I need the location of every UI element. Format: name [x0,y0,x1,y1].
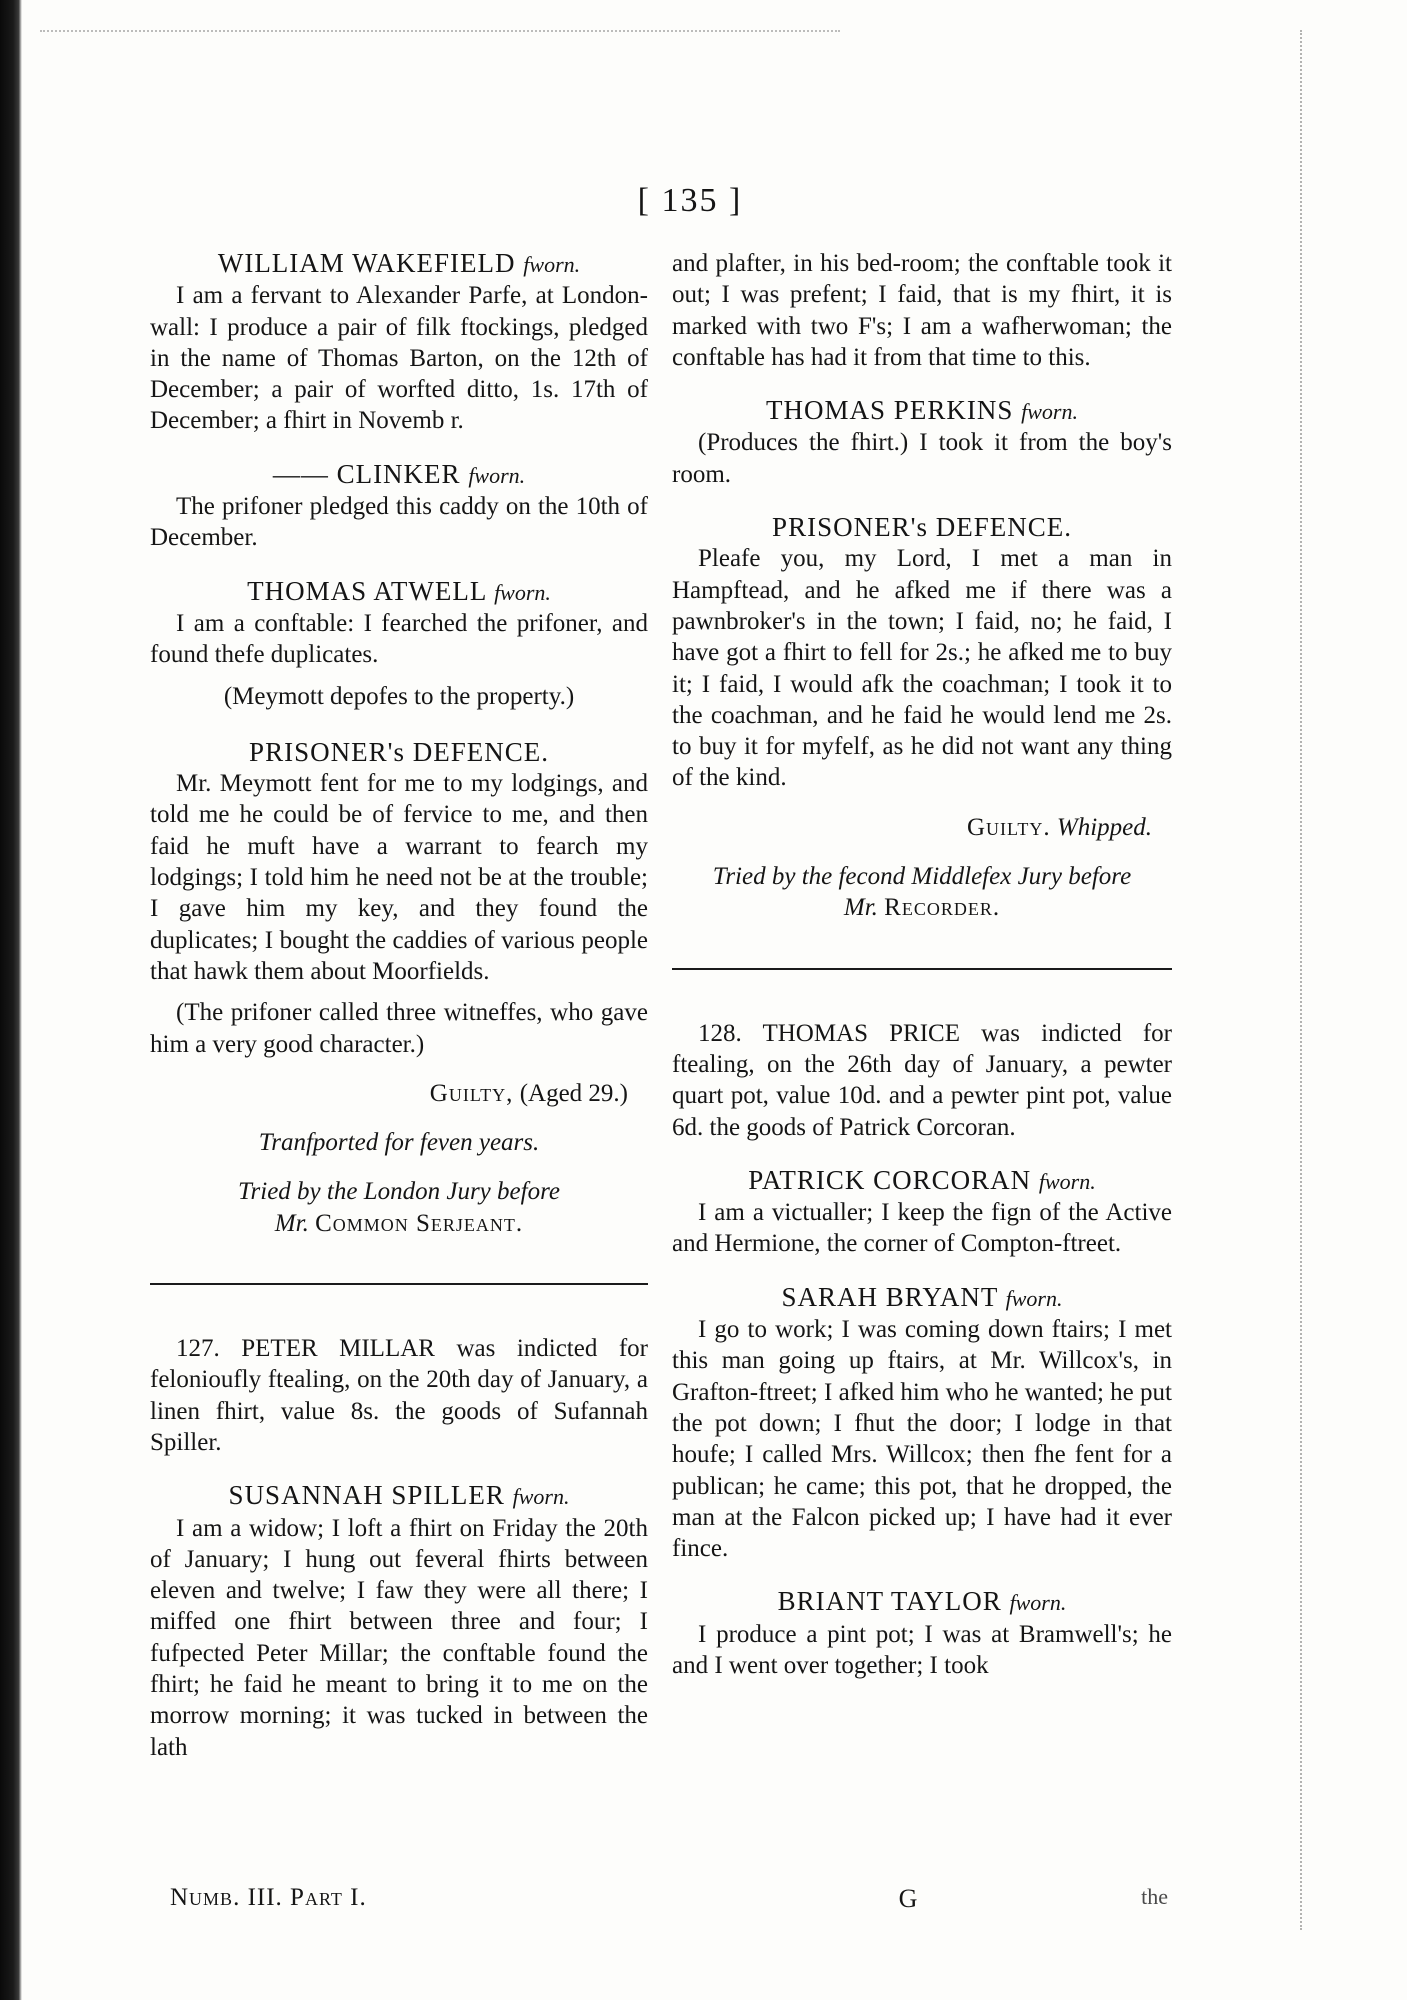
testimony-paragraph: I am a conftable: I fearched the prifoner, and found thefe duplicates. [150,609,648,669]
catchword: the [1141,1884,1168,1909]
witness-name: —— CLINKER [272,458,461,489]
sworn-label: fworn. [523,252,581,277]
testimony-paragraph: I am a fervant to Alexander Parfe, at London-wall: I produce a pair of filk ftockings, pledged in the name of Thomas Barton, on the 12th of December; a pair of worfted ditto, 1s. 17th of December; a fhirt in Novemb r. [150,282,648,435]
verdict-line [150,1078,648,1109]
defence-heading: PRISONER's DEFENCE. [249,736,549,767]
witness-name: SUSANNAH SPILLER [228,1480,505,1511]
sentence: Tranfported for feven years. [258,1129,540,1157]
footer-numb-part: Numb. III. Part I. [170,1884,367,1911]
verdict-line [672,812,1172,843]
section-rule [150,1283,648,1285]
sworn-label: fworn. [1021,399,1078,425]
testimony-paragraph: The prifoner pledged this caddy on the 10th of December. [150,493,648,552]
witness-heading [150,459,648,491]
section-rule [672,968,1172,970]
witness-name: WILLIAM WAKEFIELD [217,248,516,278]
signature-mark: G [898,1884,918,1913]
sworn-label: fworn. [1038,1168,1096,1194]
judge-title: Mr. [843,894,878,922]
witness-heading [150,248,648,280]
right-column [672,248,1172,1681]
witness-name: BRIANT TAYLOR [777,1586,1002,1617]
defence-paragraph: Pleafe you, my Lord, I met a man in Hampftead, and he afked me if there was a pawnbroker's in the town; I faid, no; he faid, I have got a fhirt to fell for 2s.; he afked me to buy it; I faid, I would afk the coachman; I took it to the coachman, and he faid he would lend me 2s. to buy it for myfelf, as he did not want any thing of the kind. [672,545,1172,792]
witness-heading [672,395,1172,427]
book-binding-edge [0,0,22,2000]
scan-right-edge-noise [1300,30,1342,1930]
witness-name: THOMAS ATWELL [247,575,487,606]
witness-heading [150,576,648,608]
witness-name: PATRICK CORCORAN [748,1164,1032,1195]
indictment-paragraph: 128. THOMAS PRICE was indicted for ftealing, on the 26th day of January, a pewter quart pot, value 10d. and a pewter pint pot, value 6d. the goods of Patrick Corcoran. [672,1019,1172,1141]
sworn-label: fworn. [512,1484,570,1510]
indictment-paragraph: 127. PETER MILLAR was indicted for felonioufly ftealing, on the 20th day of January, a linen fhirt, value 8s. the goods of Sufannah Spiller. [150,1335,648,1456]
witness-note: (The prifoner called three witneffes, who gave him a very good character.) [150,999,648,1058]
witness-heading [672,1282,1172,1314]
judge-name: Recorder. [884,894,1001,922]
deposition-note: (Meymott depofes to the property.) [223,682,575,710]
witness-heading [672,1586,1172,1618]
jury-text: Tried by the fecond Middlefex Jury before [712,863,1132,891]
testimony-continuation: and plafter, in his bed-room; the conftable took it out; I was prefent; I faid, that is my fhirt, it is marked with two F's; I am a wafherwoman; the conftable has had it from that time to this. [672,250,1172,371]
witness-name: THOMAS PERKINS [766,395,1014,426]
verdict: Guilty. [966,813,1051,841]
testimony-paragraph: I produce a pint pot; I was at Bramwell's; he and I went over together; I took [672,1620,1172,1679]
testimony-paragraph: I go to work; I was coming down ftairs; I met this man going up ftairs, at Mr. Willcox's, in Grafton-ftreet; I afked him who he wanted; he put the pot down; I fhut the door; I lodge in that houfe; I called Mrs. Willcox; then fhe fent for a publican; he came; this pot, that he dropped, the man at the Falcon picked up; I have had it ever fince. [672,1316,1172,1563]
defence-heading: PRISONER's DEFENCE. [772,512,1072,543]
jury-line [150,1176,648,1239]
sworn-label: fworn. [468,462,526,488]
scan-top-noise [40,30,840,36]
witness-heading [150,1480,648,1512]
sworn-label: fworn. [1009,1590,1067,1616]
judge-line [150,1208,648,1239]
defence-paragraph: Mr. Meymott fent for me to my lodgings, and told me he could be of fervice to me, and then faid he muft have a warrant to fearch my lodgings; I told him he need not be at the trouble; I gave him my key, and they found the duplicates; I bought the caddies of various people that hawk them about Moorfields. [150,770,648,985]
verdict: Guilty, [429,1079,514,1107]
sworn-label: fworn. [1005,1285,1063,1311]
page-number: [ 135 ] [637,182,743,219]
jury-text: Tried by the London Jury before [238,1178,560,1206]
testimony-paragraph: (Produces the fhirt.) I took it from the boy's room. [672,429,1172,488]
witness-heading [672,1165,1172,1197]
sworn-label: fworn. [494,579,551,605]
left-column [150,248,648,1763]
punishment: Whipped. [1056,813,1152,841]
testimony-paragraph: I am a victualler; I keep the fign of the Active and Hermione, the corner of Compton-ftreet. [672,1199,1172,1258]
prisoner-age: (Aged 29.) [519,1079,628,1107]
judge-line [672,892,1172,923]
judge-title: Mr. [274,1209,309,1237]
witness-name: SARAH BRYANT [781,1281,998,1312]
jury-line [672,861,1172,924]
judge-name: Common Serjeant. [315,1209,524,1237]
testimony-paragraph: I am a widow; I loft a fhirt on Friday the 20th of January; I hung out feveral fhirts between eleven and twelve; I faw they were all there; I miffed one fhirt between three and four; I fufpected Peter Millar; the conftable found the fhirt; he faid he meant to bring it to me on the morrow morning; it was tucked in between the lath [150,1514,648,1761]
